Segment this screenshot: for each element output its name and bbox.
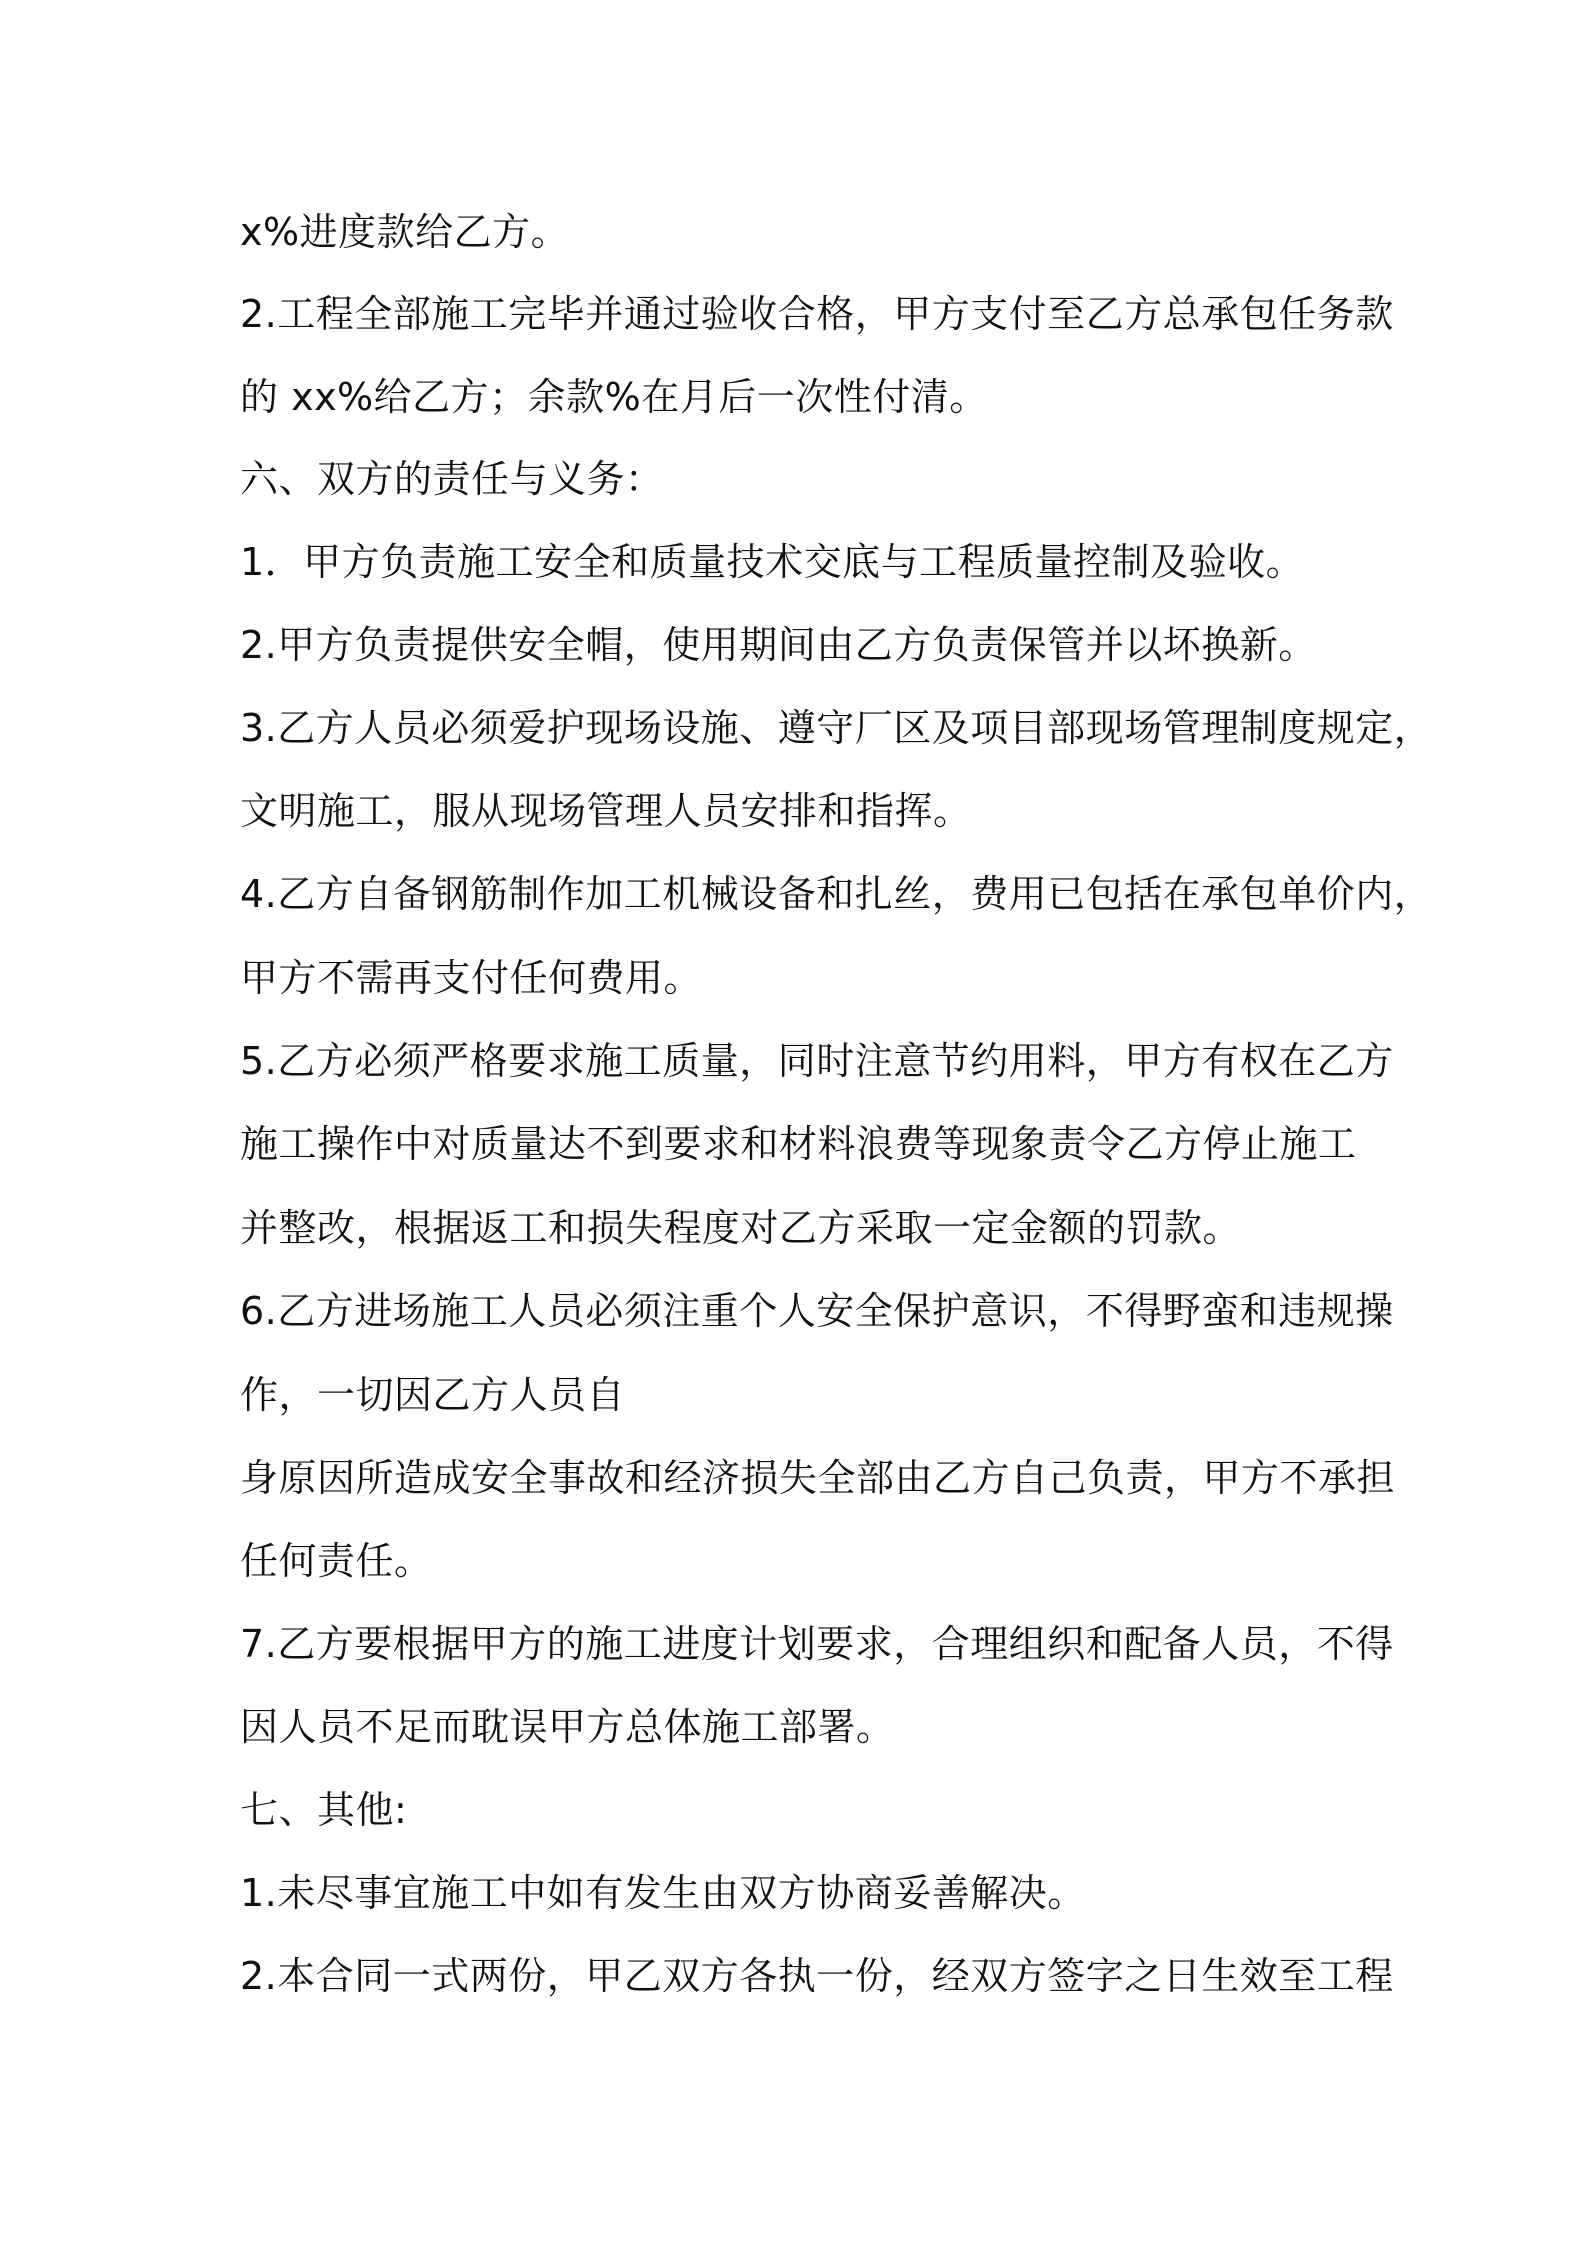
text-line: 身原因所造成安全事故和经济损失全部由乙方自己负责，甲方不承担 [240, 1456, 1396, 1500]
text-line: 施工操作中对质量达不到要求和材料浪费等现象责令乙方停止施工 [240, 1122, 1357, 1166]
text-line: 4.乙方自备钢筋制作加工机械设备和扎丝，费用已包括在承包单价内， [240, 872, 1433, 916]
section-heading: 七、其他: [240, 1788, 408, 1832]
section-heading: 六、双方的责任与义务： [240, 457, 664, 501]
text-line: 7.乙方要根据甲方的施工进度计划要求，合理组织和配备人员，不得 [240, 1622, 1394, 1666]
text-line: 1.未尽事宜施工中如有发生由双方协商妥善解决。 [240, 1871, 1086, 1915]
text-line: 2.工程全部施工完毕并通过验收合格，甲方支付至乙方总承包任务款 [240, 292, 1394, 336]
text-line: 并整改，根据返工和损失程度对乙方采取一定金额的罚款。 [240, 1206, 1242, 1250]
text-line: 5.乙方必须严格要求施工质量，同时注意节约用料，甲方有权在乙方 [240, 1039, 1394, 1083]
text-line: 2.甲方负责提供安全帽，使用期间由乙方负责保管并以坏换新。 [240, 623, 1317, 667]
text-line: 文明施工，服从现场管理人员安排和指挥。 [240, 789, 972, 833]
text-line: 1．甲方负责施工安全和质量技术交底与工程质量控制及验收。 [240, 540, 1305, 584]
text-line: x%进度款给乙方。 [240, 210, 570, 254]
text-line: 2.本合同一式两份，甲乙双方各执一份，经双方签字之日生效至工程 [240, 1954, 1394, 1998]
text-line: 3.乙方人员必须爱护现场设施、遵守厂区及项目部现场管理制度规定， [240, 706, 1433, 750]
text-line: 甲方不需再支付任何费用。 [240, 956, 703, 1000]
text-line: 因人员不足而耽误甲方总体施工部署。 [240, 1705, 895, 1749]
text-line: 作，一切因乙方人员自 [240, 1373, 626, 1417]
text-line: 的 xx%给乙方；余款%在月后一次性付清。 [240, 375, 988, 419]
text-line: 6.乙方进场施工人员必须注重个人安全保护意识，不得野蛮和违规操 [240, 1289, 1394, 1333]
text-line: 任何责任。 [240, 1539, 433, 1583]
